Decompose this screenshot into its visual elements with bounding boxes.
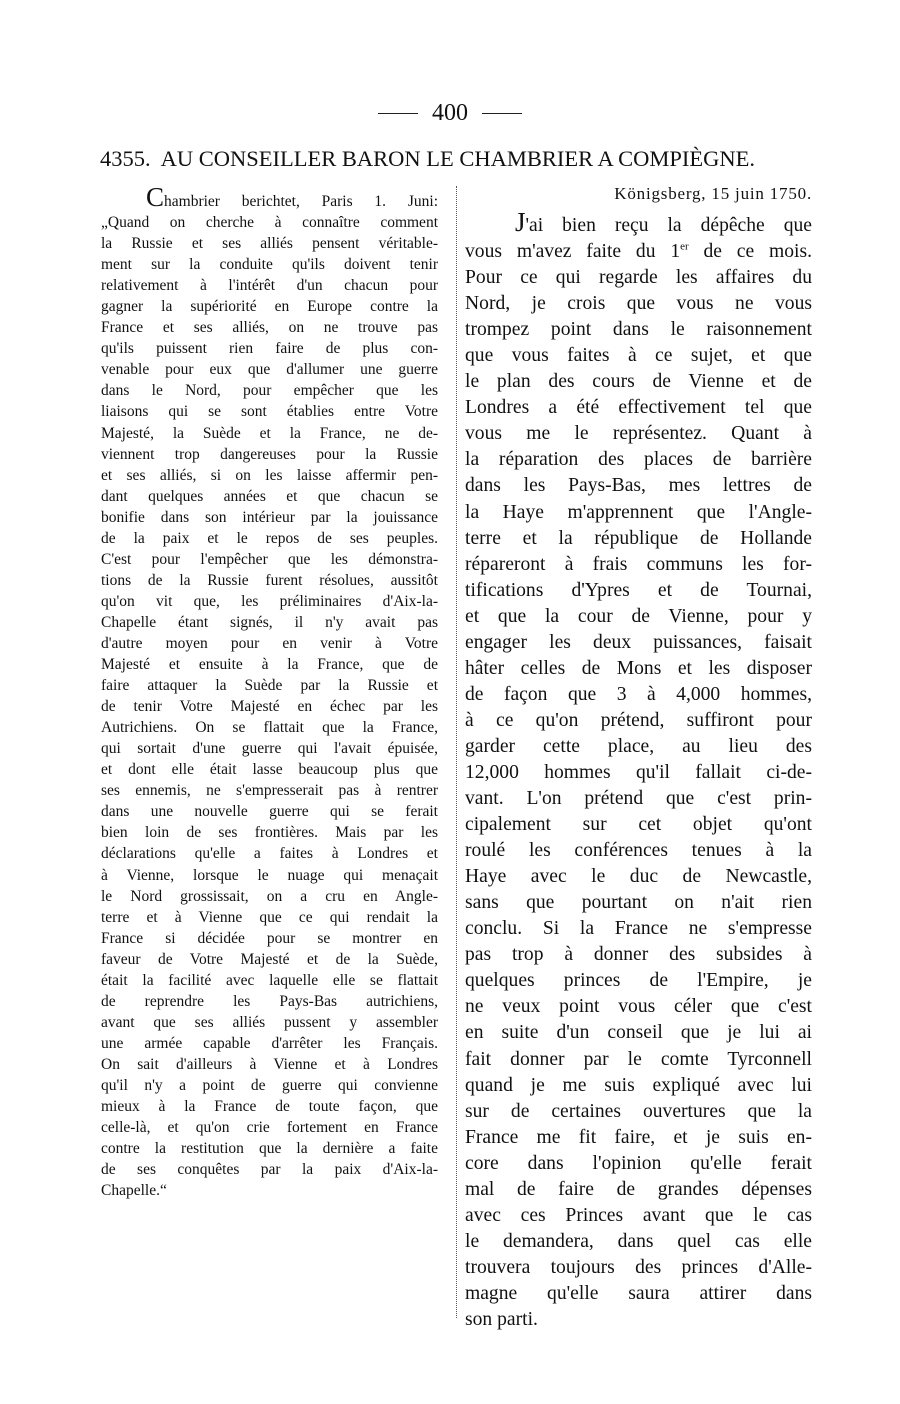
- letter-line: J'ai bien reçu la dépêche que: [515, 207, 812, 237]
- letter-line: vous m'avez faite du 1er de ce mois.: [465, 240, 812, 263]
- summary-line: On sait d'ailleurs à Vienne et à Londres: [101, 1055, 438, 1073]
- summary-line: venable pour eux que d'allumer une guerre: [101, 361, 438, 379]
- summary-line: qu'on vit que, les préliminaires d'Aix-la-: [101, 592, 438, 610]
- letter-heading: [100, 146, 812, 172]
- summary-line: contre la restitution que la dernière a faite: [101, 1140, 438, 1158]
- column-divider: [456, 186, 457, 1318]
- letter-line: quand je me suis expliqué avec lui: [465, 1074, 812, 1096]
- letter-line: la Haye m'apprennent que l'Angle-: [465, 501, 812, 523]
- summary-line: une armée capable d'arrêter les Français.: [101, 1034, 438, 1052]
- letter-line: roulé les conférences tenues à la: [465, 840, 812, 862]
- letter-line: son parti.: [465, 1308, 538, 1330]
- summary-line: Chambrier berichtet, Paris 1. Juni:: [146, 182, 438, 212]
- summary-line: la Russie et ses alliés pensent véritable-: [101, 235, 438, 253]
- superscript-er: er: [680, 240, 689, 253]
- letter-line: fait donner par le comte Tyrconnell: [465, 1048, 812, 1070]
- summary-line: relativement à l'intérêt d'un chacun pour: [101, 277, 438, 295]
- letter-line: Pour ce qui regarde les affaires du: [465, 267, 812, 289]
- letter-line: de façon que 3 à 4,000 hommes,: [465, 683, 812, 705]
- summary-line: d'autre moyen pour en venir à Votre: [101, 634, 438, 652]
- letter-line: core dans l'opinion qu'elle ferait: [465, 1152, 812, 1174]
- letter-line: cipalement sur cet objet qu'ont: [465, 814, 812, 836]
- summary-line: le Nord grossissait, on a cru en Angle-: [101, 887, 438, 905]
- summary-line: déclarations qu'elle a faites à Londres et: [101, 845, 438, 863]
- summary-line: faveur de Votre Majesté et de la Suède,: [101, 950, 438, 968]
- letter-line: terre et la république de Hollande: [465, 527, 812, 549]
- summary-line: liaisons qui se sont établies entre Votre: [101, 403, 438, 421]
- letter-line: avec ces Princes avant que le cas: [465, 1204, 812, 1226]
- page-number: 400: [432, 100, 468, 126]
- letter-line: dans les Pays-Bas, mes lettres de: [465, 475, 812, 497]
- summary-line: Autrichiens. On se flattait que la France,: [101, 719, 438, 737]
- summary-line: Chapelle.“: [101, 1182, 167, 1200]
- summary-line: gagner la supériorité en Europe contre la: [101, 298, 438, 316]
- summary-line: de ses conquêtes par la paix d'Aix-la-: [101, 1161, 438, 1179]
- summary-line: qui sortait d'une guerre qui l'avait épuisée,: [101, 740, 438, 758]
- summary-line: était la facilité avec laquelle elle se flattait: [101, 971, 438, 989]
- letter-line: à ce qu'on prétend, suffiront pour: [465, 709, 812, 731]
- letter-line: mal de faire de grandes dépenses: [465, 1178, 812, 1200]
- letter-line: la réparation des places de barrière: [465, 449, 812, 471]
- dateline: Königsberg, 15 juin 1750.: [614, 184, 812, 203]
- page-number-row: [0, 100, 900, 127]
- letter-title: AU CONSEILLER BARON LE CHAMBRIER A COMPIÈGNE.: [160, 146, 756, 171]
- letter-line: 12,000 hommes qu'il fallait ci-de-: [465, 761, 812, 783]
- summary-line: à Vienne, lorsque le nuage qui menaçait: [101, 866, 438, 884]
- letter-line: garder cette place, au lieu des: [465, 735, 812, 757]
- summary-line: France si décidée pour se montrer en: [101, 929, 438, 947]
- letter-line: sur de certaines ouvertures que la: [465, 1100, 812, 1122]
- letter-line: le plan des cours de Vienne et de: [465, 371, 812, 393]
- letter-line: hâter celles de Mons et les disposer: [465, 657, 812, 679]
- letter-number: 4355.: [100, 146, 151, 171]
- letter-line: magne qu'elle saura attirer dans: [465, 1282, 812, 1304]
- letter-line: répareront à frais communs les for-: [465, 553, 812, 575]
- letter-line: quelques princes de l'Empire, je: [465, 970, 812, 992]
- letter-line: vous me le représentez. Quant à: [465, 423, 812, 445]
- summary-line: C'est pour l'empêcher que les démonstra-: [101, 550, 438, 568]
- summary-line: de reprendre les Pays-Bas autrichiens,: [101, 992, 438, 1010]
- letter-initial: J: [515, 207, 526, 237]
- summary-line: avant que ses alliés pussent y assembler: [101, 1013, 438, 1031]
- summary-line: faire attaquer la Suède par la Russie et: [101, 677, 438, 695]
- summary-line: France et ses alliés, on ne trouve pas: [101, 319, 438, 337]
- letter-line: France me fit faire, et je suis en-: [465, 1126, 812, 1148]
- summary-line: dant quelques années et que chacun se: [101, 487, 438, 505]
- summary-line: bonifie dans son intérieur par la jouissance: [101, 508, 438, 526]
- summary-line: ment sur la conduite qu'ils doivent tenir: [101, 256, 438, 274]
- right-column-letter: [465, 182, 812, 1333]
- left-column-summary: [101, 184, 438, 1201]
- summary-line: dans le Nord, pour empêcher que les: [101, 382, 438, 400]
- summary-line: qu'ils puissent rien faire de plus con-: [101, 340, 438, 358]
- letter-line: trouvera toujours des princes d'Alle-: [465, 1256, 812, 1278]
- summary-line: et dont elle était lasse beaucoup plus que: [101, 761, 438, 779]
- summary-line: „Quand on cherche à connaître comment: [101, 214, 438, 232]
- letter-line: vant. L'on prétend que c'est prin-: [465, 788, 812, 810]
- letter-line: tifications d'Ypres et de Tournai,: [465, 579, 812, 601]
- letter-line: le demandera, dans quel cas elle: [465, 1230, 812, 1252]
- letter-line: et que la cour de Vienne, pour y: [465, 605, 812, 627]
- letter-line: engager les deux puissances, faisait: [465, 631, 812, 653]
- letter-line: ne veux point vous céler que c'est: [465, 996, 812, 1018]
- letter-line: conclu. Si la France ne s'empresse: [465, 918, 812, 940]
- letter-line: pas trop à donner des subsides à: [465, 944, 812, 966]
- summary-initial: C: [146, 182, 165, 212]
- summary-line: celle-là, et qu'on crie fortement en France: [101, 1119, 438, 1137]
- summary-line: de tenir Votre Majesté en échec par les: [101, 698, 438, 716]
- summary-line: Majesté, la Suède et la France, ne de-: [101, 424, 438, 442]
- summary-line: viennent trop dangereuses pour la Russie: [101, 445, 438, 463]
- summary-line: dans une nouvelle guerre qui se ferait: [101, 803, 438, 821]
- summary-line: de la paix et le repos de ses peuples.: [101, 529, 438, 547]
- letter-line: en suite d'un conseil que je lui ai: [465, 1022, 812, 1044]
- summary-line: ses ennemis, ne s'empresserait pas à rentrer: [101, 782, 438, 800]
- summary-line: bien loin de ses frontières. Mais par les: [101, 824, 438, 842]
- letter-line: trompez point dans le raisonnement: [465, 319, 812, 341]
- letter-line: Haye avec le duc de Newcastle,: [465, 866, 812, 888]
- letter-line: sans que pourtant on n'ait rien: [465, 892, 812, 914]
- letter-line: Nord, je crois que vous ne vous: [465, 293, 812, 315]
- page-number-rule-right: [482, 113, 522, 114]
- letter-line: que vous faites à ce sujet, et que: [465, 345, 812, 367]
- summary-line: Chapelle étant signés, il n'y avait pas: [101, 613, 438, 631]
- summary-line: terre et à Vienne que ce qui rendait la: [101, 908, 438, 926]
- summary-line: qu'il n'y a point de guerre qui convienne: [101, 1076, 438, 1094]
- page-number-rule-left: [378, 113, 418, 114]
- summary-line: mieux à la France de toute façon, que: [101, 1098, 438, 1116]
- letter-line: Londres a été effectivement tel que: [465, 397, 812, 419]
- summary-line: Majesté et ensuite à la France, que de: [101, 656, 438, 674]
- summary-line: tions de la Russie furent résolues, aussitôt: [101, 571, 438, 589]
- summary-line: et ses alliés, si on les laisse affermir pen-: [101, 466, 438, 484]
